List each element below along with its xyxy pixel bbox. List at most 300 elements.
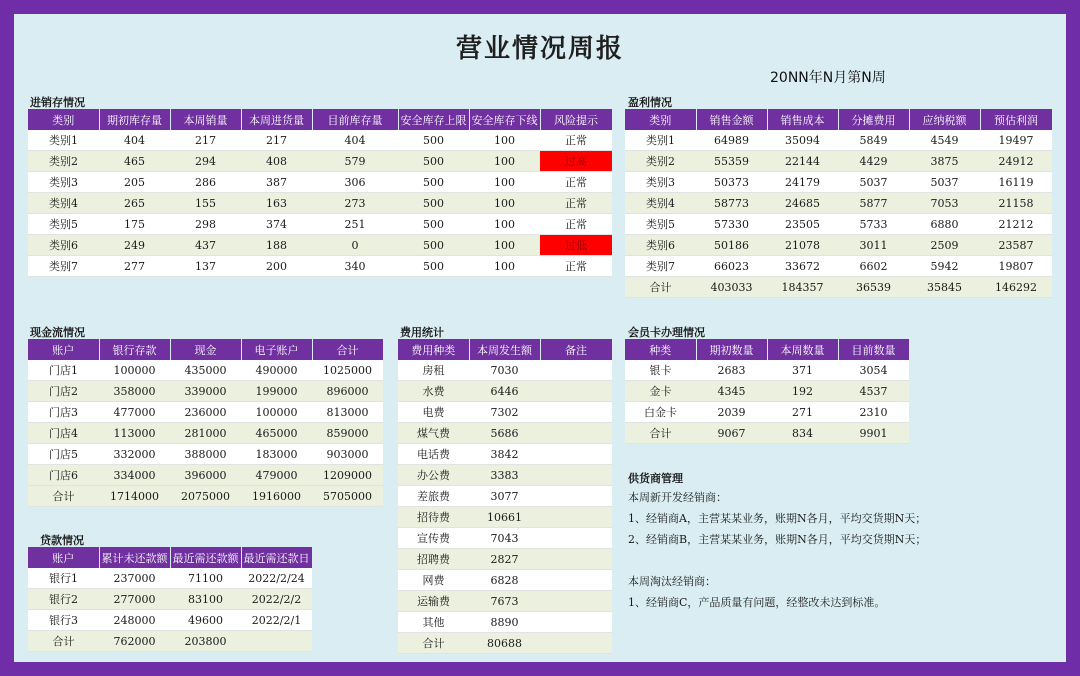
table-cell (540, 465, 612, 486)
column-header: 电子账户 (241, 339, 312, 360)
table-cell: 5037 (838, 172, 909, 193)
column-header: 本周销量 (170, 109, 241, 130)
table-cell: 500 (398, 172, 469, 193)
table-row (625, 360, 909, 381)
table-row (398, 591, 612, 612)
table-cell: 门店1 (28, 360, 99, 381)
table-cell: 2509 (909, 235, 980, 256)
table-cell: 4429 (838, 151, 909, 172)
table-cell: 7053 (909, 193, 980, 214)
table-cell: 正常 (540, 130, 612, 151)
table-cell: 277 (99, 256, 170, 277)
table-cell: 192 (767, 381, 838, 402)
cashflow-title: 现金流情况 (30, 326, 85, 339)
table-cell: 7673 (469, 591, 540, 612)
report-period: 20NN年N月第N周 (770, 70, 886, 86)
table-cell: 265 (99, 193, 170, 214)
table-cell: 66023 (696, 256, 767, 277)
table-cell: 2827 (469, 549, 540, 570)
table-cell: 门店6 (28, 465, 99, 486)
table-cell: 正常 (540, 214, 612, 235)
table-cell (540, 423, 612, 444)
table-row (625, 402, 909, 423)
table-cell: 5686 (469, 423, 540, 444)
column-header: 合计 (312, 339, 383, 360)
table-cell: 类别2 (28, 151, 99, 172)
table-row (398, 381, 612, 402)
column-header: 期初数量 (696, 339, 767, 360)
table-row (28, 172, 612, 193)
column-header: 种类 (625, 339, 696, 360)
loans-title: 贷款情况 (40, 534, 84, 547)
table-row (625, 151, 1052, 172)
table-header-row (28, 339, 383, 360)
table-row (28, 151, 612, 172)
expenses-table (398, 339, 613, 654)
table-cell: 21158 (980, 193, 1052, 214)
table-cell: 5877 (838, 193, 909, 214)
table-row (398, 570, 612, 591)
membership-table (625, 339, 910, 444)
column-header: 账户 (28, 339, 99, 360)
table-cell: 门店5 (28, 444, 99, 465)
table-cell: 137 (170, 256, 241, 277)
table-cell: 类别1 (28, 130, 99, 151)
membership-title: 会员卡办理情况 (628, 326, 705, 339)
total-cell: 834 (767, 423, 838, 444)
inventory-table (28, 109, 613, 277)
column-header: 目前数量 (838, 339, 909, 360)
table-cell: 271 (767, 402, 838, 423)
table-cell: 3842 (469, 444, 540, 465)
table-row (28, 235, 612, 256)
table-cell: 500 (398, 151, 469, 172)
table-cell: 281000 (170, 423, 241, 444)
table-header-row (625, 339, 909, 360)
table-row (398, 444, 612, 465)
table-cell: 58773 (696, 193, 767, 214)
table-cell: 251 (312, 214, 398, 235)
table-cell: 100 (469, 172, 540, 193)
table-cell: 类别4 (625, 193, 696, 214)
table-cell: 差旅费 (398, 486, 469, 507)
table-cell: 1025000 (312, 360, 383, 381)
column-header: 安全库存上限 (398, 109, 469, 130)
table-cell: 237000 (99, 568, 170, 589)
table-cell: 387 (241, 172, 312, 193)
supplier-title: 供货商管理 (628, 472, 683, 485)
table-cell: 7302 (469, 402, 540, 423)
table-cell: 2022/2/2 (241, 589, 312, 610)
table-row (625, 172, 1052, 193)
table-cell: 188 (241, 235, 312, 256)
column-header: 应纳税额 (909, 109, 980, 130)
table-cell: 49600 (170, 610, 241, 631)
table-cell: 50186 (696, 235, 767, 256)
table-cell: 类别6 (625, 235, 696, 256)
table-cell: 宣传费 (398, 528, 469, 549)
total-cell: 1714000 (99, 486, 170, 507)
table-cell: 21212 (980, 214, 1052, 235)
table-cell: 类别5 (28, 214, 99, 235)
table-row (28, 256, 612, 277)
table-cell: 类别4 (28, 193, 99, 214)
table-row (398, 528, 612, 549)
table-header-row (28, 547, 312, 568)
table-cell: 100000 (99, 360, 170, 381)
column-header: 本周发生额 (469, 339, 540, 360)
total-cell: 184357 (767, 277, 838, 298)
column-header: 目前库存量 (312, 109, 398, 130)
supplier-note-line: 本周新开发经销商： (628, 491, 727, 504)
expenses-title: 费用统计 (400, 326, 444, 339)
supplier-note-line: 1、经销商A，主营某某业务，账期N各月，平均交货期N天； (628, 512, 927, 525)
column-header: 费用种类 (398, 339, 469, 360)
total-cell: 合计 (625, 423, 696, 444)
table-cell: 5942 (909, 256, 980, 277)
table-row (28, 130, 612, 151)
column-header: 本周进货量 (241, 109, 312, 130)
profit-title: 盈利情况 (628, 96, 672, 109)
table-cell: 35094 (767, 130, 838, 151)
total-cell: 203800 (170, 631, 241, 652)
table-cell: 217 (170, 130, 241, 151)
table-cell: 1209000 (312, 465, 383, 486)
table-row (398, 360, 612, 381)
table-cell: 500 (398, 130, 469, 151)
table-cell: 306 (312, 172, 398, 193)
total-row (398, 633, 612, 654)
table-cell (540, 612, 612, 633)
column-header: 现金 (170, 339, 241, 360)
table-cell (540, 486, 612, 507)
table-cell: 8890 (469, 612, 540, 633)
table-row (28, 214, 612, 235)
table-cell: 23587 (980, 235, 1052, 256)
table-row (28, 193, 612, 214)
table-cell: 银行3 (28, 610, 99, 631)
table-cell: 339000 (170, 381, 241, 402)
total-row (625, 423, 909, 444)
total-row (625, 277, 1052, 298)
table-cell: 门店2 (28, 381, 99, 402)
column-header: 分摊费用 (838, 109, 909, 130)
table-cell: 200 (241, 256, 312, 277)
table-cell: 113000 (99, 423, 170, 444)
table-cell (540, 402, 612, 423)
table-cell: 205 (99, 172, 170, 193)
table-cell: 3054 (838, 360, 909, 381)
table-row (625, 193, 1052, 214)
table-row (28, 610, 312, 631)
table-cell: 248000 (99, 610, 170, 631)
table-cell: 10661 (469, 507, 540, 528)
table-cell: 404 (312, 130, 398, 151)
table-cell: 正常 (540, 172, 612, 193)
table-cell: 正常 (540, 193, 612, 214)
table-cell: 19497 (980, 130, 1052, 151)
table-cell (540, 528, 612, 549)
table-header-row (625, 109, 1052, 130)
table-cell: 903000 (312, 444, 383, 465)
table-cell: 183000 (241, 444, 312, 465)
table-cell: 3011 (838, 235, 909, 256)
total-cell: 9901 (838, 423, 909, 444)
table-cell: 16119 (980, 172, 1052, 193)
table-cell (540, 591, 612, 612)
table-row (28, 568, 312, 589)
table-cell: 437 (170, 235, 241, 256)
table-cell: 2022/2/24 (241, 568, 312, 589)
table-cell: 银行2 (28, 589, 99, 610)
column-header: 账户 (28, 547, 99, 568)
table-cell: 236000 (170, 402, 241, 423)
table-cell: 358000 (99, 381, 170, 402)
table-cell: 24912 (980, 151, 1052, 172)
table-cell: 388000 (170, 444, 241, 465)
table-cell: 371 (767, 360, 838, 381)
table-cell: 0 (312, 235, 398, 256)
table-cell: 电费 (398, 402, 469, 423)
total-cell: 80688 (469, 633, 540, 654)
table-cell (540, 549, 612, 570)
table-cell: 33672 (767, 256, 838, 277)
total-cell: 9067 (696, 423, 767, 444)
table-cell: 286 (170, 172, 241, 193)
total-cell: 762000 (99, 631, 170, 652)
table-cell: 3383 (469, 465, 540, 486)
table-cell: 175 (99, 214, 170, 235)
table-row (28, 381, 383, 402)
total-cell: 36539 (838, 277, 909, 298)
table-cell: 4549 (909, 130, 980, 151)
total-cell: 146292 (980, 277, 1052, 298)
total-row (28, 631, 312, 652)
table-cell: 479000 (241, 465, 312, 486)
column-header: 累计未还款额 (99, 547, 170, 568)
table-cell: 6602 (838, 256, 909, 277)
table-cell: 50373 (696, 172, 767, 193)
table-row (28, 589, 312, 610)
table-cell (540, 381, 612, 402)
table-cell: 500 (398, 193, 469, 214)
table-cell: 199000 (241, 381, 312, 402)
table-cell: 332000 (99, 444, 170, 465)
column-header: 备注 (540, 339, 612, 360)
table-cell: 其他 (398, 612, 469, 633)
table-cell: 类别3 (625, 172, 696, 193)
table-row (625, 256, 1052, 277)
table-cell: 办公费 (398, 465, 469, 486)
table-cell: 类别7 (625, 256, 696, 277)
table-row (625, 130, 1052, 151)
table-cell: 435000 (170, 360, 241, 381)
cashflow-table (28, 339, 384, 507)
table-cell: 7043 (469, 528, 540, 549)
column-header: 最近需还款额 (170, 547, 241, 568)
table-cell: 19807 (980, 256, 1052, 277)
table-cell: 类别7 (28, 256, 99, 277)
table-cell: 465 (99, 151, 170, 172)
table-row (28, 444, 383, 465)
supplier-note-line: 本周淘汰经销商： (628, 575, 716, 588)
table-cell: 电话费 (398, 444, 469, 465)
table-cell: 网费 (398, 570, 469, 591)
table-cell: 21078 (767, 235, 838, 256)
table-header-row (398, 339, 612, 360)
table-cell: 55359 (696, 151, 767, 172)
table-cell: 64989 (696, 130, 767, 151)
table-cell: 813000 (312, 402, 383, 423)
column-header: 安全库存下线 (469, 109, 540, 130)
table-cell: 100 (469, 130, 540, 151)
table-cell: 6828 (469, 570, 540, 591)
table-cell (540, 360, 612, 381)
table-cell: 3875 (909, 151, 980, 172)
table-cell: 5849 (838, 130, 909, 151)
table-cell: 100 (469, 256, 540, 277)
table-cell: 500 (398, 256, 469, 277)
table-cell: 340 (312, 256, 398, 277)
table-cell: 408 (241, 151, 312, 172)
table-cell: 334000 (99, 465, 170, 486)
table-row (625, 381, 909, 402)
table-cell: 3077 (469, 486, 540, 507)
table-cell: 6446 (469, 381, 540, 402)
table-cell: 4537 (838, 381, 909, 402)
total-cell: 35845 (909, 277, 980, 298)
table-cell: 类别2 (625, 151, 696, 172)
table-cell: 465000 (241, 423, 312, 444)
total-cell (540, 633, 612, 654)
table-cell: 100 (469, 151, 540, 172)
column-header: 类别 (28, 109, 99, 130)
table-cell: 477000 (99, 402, 170, 423)
table-cell: 163 (241, 193, 312, 214)
table-cell: 水费 (398, 381, 469, 402)
table-row (28, 465, 383, 486)
table-cell: 2683 (696, 360, 767, 381)
table-row (398, 486, 612, 507)
table-cell: 249 (99, 235, 170, 256)
table-cell: 5037 (909, 172, 980, 193)
table-cell: 896000 (312, 381, 383, 402)
table-cell: 100000 (241, 402, 312, 423)
table-cell: 100 (469, 214, 540, 235)
column-header: 类别 (625, 109, 696, 130)
table-row (625, 235, 1052, 256)
table-cell: 24179 (767, 172, 838, 193)
table-cell: 298 (170, 214, 241, 235)
table-cell: 7030 (469, 360, 540, 381)
table-cell: 2022/2/1 (241, 610, 312, 631)
total-cell (241, 631, 312, 652)
total-cell: 1916000 (241, 486, 312, 507)
total-cell: 2075000 (170, 486, 241, 507)
table-cell: 招待费 (398, 507, 469, 528)
table-row (398, 402, 612, 423)
table-cell: 运输费 (398, 591, 469, 612)
table-cell: 294 (170, 151, 241, 172)
column-header: 预估利润 (980, 109, 1052, 130)
supplier-note-line: 1、经销商C，产品质量有问题，经整改未达到标准。 (628, 596, 886, 609)
table-row (28, 402, 383, 423)
table-cell: 23505 (767, 214, 838, 235)
table-row (28, 360, 383, 381)
table-cell: 155 (170, 193, 241, 214)
risk-alert-cell: 过高 (540, 151, 612, 172)
table-row (28, 423, 383, 444)
table-row (625, 214, 1052, 235)
table-cell: 217 (241, 130, 312, 151)
table-cell: 6880 (909, 214, 980, 235)
table-cell: 煤气费 (398, 423, 469, 444)
table-cell: 2310 (838, 402, 909, 423)
total-row (28, 486, 383, 507)
table-cell: 类别5 (625, 214, 696, 235)
total-cell: 合计 (398, 633, 469, 654)
table-cell: 银行1 (28, 568, 99, 589)
table-cell: 277000 (99, 589, 170, 610)
table-cell: 类别3 (28, 172, 99, 193)
total-cell: 合计 (28, 486, 99, 507)
table-cell: 859000 (312, 423, 383, 444)
table-cell: 100 (469, 235, 540, 256)
column-header: 风险提示 (540, 109, 612, 130)
table-cell: 白金卡 (625, 402, 696, 423)
table-cell: 404 (99, 130, 170, 151)
inventory-title: 进销存情况 (30, 96, 85, 109)
supplier-note-line: 2、经销商B，主营某某业务，账期N各月，平均交货期N天； (628, 533, 927, 546)
profit-table (625, 109, 1053, 298)
table-cell (540, 570, 612, 591)
table-cell: 500 (398, 214, 469, 235)
table-cell: 273 (312, 193, 398, 214)
table-cell: 房租 (398, 360, 469, 381)
total-cell: 合计 (625, 277, 696, 298)
page-title: 营业情况周报 (455, 34, 624, 64)
column-header: 最近需还款日 (241, 547, 312, 568)
table-cell: 类别6 (28, 235, 99, 256)
total-cell: 403033 (696, 277, 767, 298)
table-cell: 83100 (170, 589, 241, 610)
table-cell: 5733 (838, 214, 909, 235)
column-header: 销售成本 (767, 109, 838, 130)
table-cell: 2039 (696, 402, 767, 423)
table-cell: 500 (398, 235, 469, 256)
column-header: 期初库存量 (99, 109, 170, 130)
column-header: 销售金额 (696, 109, 767, 130)
table-cell: 579 (312, 151, 398, 172)
table-cell: 490000 (241, 360, 312, 381)
risk-alert-cell: 过低 (540, 235, 612, 256)
table-cell: 类别1 (625, 130, 696, 151)
table-cell: 100 (469, 193, 540, 214)
table-row (398, 507, 612, 528)
table-cell: 22144 (767, 151, 838, 172)
table-cell: 4345 (696, 381, 767, 402)
table-header-row (28, 109, 612, 130)
table-row (398, 549, 612, 570)
table-cell: 374 (241, 214, 312, 235)
total-cell: 5705000 (312, 486, 383, 507)
table-cell: 门店3 (28, 402, 99, 423)
table-cell: 银卡 (625, 360, 696, 381)
column-header: 本周数量 (767, 339, 838, 360)
table-row (398, 612, 612, 633)
table-cell: 396000 (170, 465, 241, 486)
table-cell: 正常 (540, 256, 612, 277)
